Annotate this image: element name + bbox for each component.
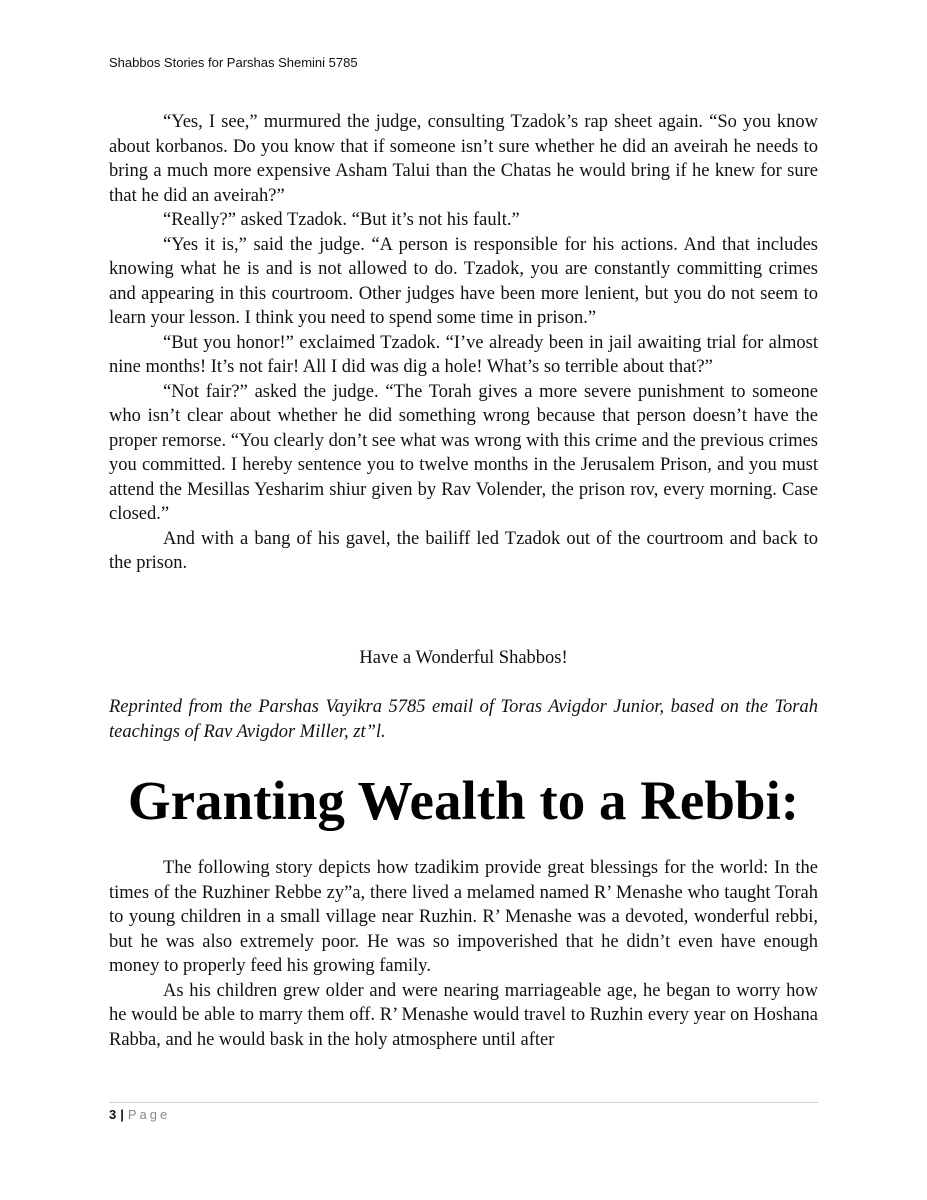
paragraph: As his children grew older and were nearing marriageable age, he began to worry how he would be able to marry them off. R’ Menashe would travel to Ruzhin every year on Hoshana Rabba, and he would bask in the holy atmosphere until after xyxy=(109,980,818,1050)
page-number: 3 xyxy=(109,1107,117,1122)
closing-greeting: Have a Wonderful Shabbos! xyxy=(359,648,568,668)
paragraph: “Yes, I see,” murmured the judge, consulting Tzadok’s rap sheet again. “So you know about korbanos. Do you know that if someone isn’t sure whether he did an aveirah he needs to bring a much more expensive Asham Talui than the Chatas he would bring if he knew for sure that he did an aveirah?” xyxy=(109,112,818,206)
story-body xyxy=(109,856,818,1052)
paragraph: “Really?” asked Tzadok. “But it’s not his fault.” xyxy=(163,210,520,230)
reprint-attribution: Reprinted from the Parshas Vayikra 5785 email of Toras Avigdor Junior, based on the Torah teachings of Rav Avigdor Miller, zt”l. xyxy=(109,697,818,742)
running-header: Shabbos Stories for Parshas Shemini 5785 xyxy=(109,55,358,70)
page-label: Page xyxy=(127,1107,171,1122)
story-heading: Granting Wealth to a Rebbi: xyxy=(127,770,800,831)
footer-separator: | xyxy=(120,1107,124,1122)
paragraph: The following story depicts how tzadikim provide great blessings for the world: In the times of the Ruzhiner Rebbe zy”a, there lived a melamed named R’ Menashe who taught Torah to young children in a small village near Ruzhin. R’ Menashe was a devoted, wonderful rebbi, but he was also extremely poor. He was so impoverished that he didn’t even have enough money to properly feed his growing family. xyxy=(109,858,818,976)
paragraph: “Not fair?” asked the judge. “The Torah gives a more severe punishment to someone who isn’t clear about whether he did something wrong because that person doesn’t have the proper remorse. “You clearly don’t see what was wrong with this crime and the previous crimes you committed. I hereby sentence you to twelve months in the Jerusalem Prison, and you must attend the Mesillas Yesharim shiur given by Rav Volender, the prison rov, every morning. Case closed.” xyxy=(109,381,818,524)
paragraph: “Yes it is,” said the judge. “A person is responsible for his actions. And that includes knowing what he is and is not allowed to do. Tzadok, you are constantly committing crimes and appearing in this courtroom. Other judges have been more lenient, but you do not seem to learn your lesson. I think you need to spend some time in prison.” xyxy=(109,234,818,328)
story-continuation xyxy=(109,110,818,576)
paragraph: “But you honor!” exclaimed Tzadok. “I’ve already been in jail awaiting trial for almost nine months! It’s not fair! All I did was dig a hole! What’s so terrible about that?” xyxy=(109,332,818,377)
footer-divider xyxy=(109,1102,818,1103)
page-footer xyxy=(109,1107,170,1122)
paragraph: And with a bang of his gavel, the bailiff led Tzadok out of the courtroom and back to the prison. xyxy=(109,528,818,573)
